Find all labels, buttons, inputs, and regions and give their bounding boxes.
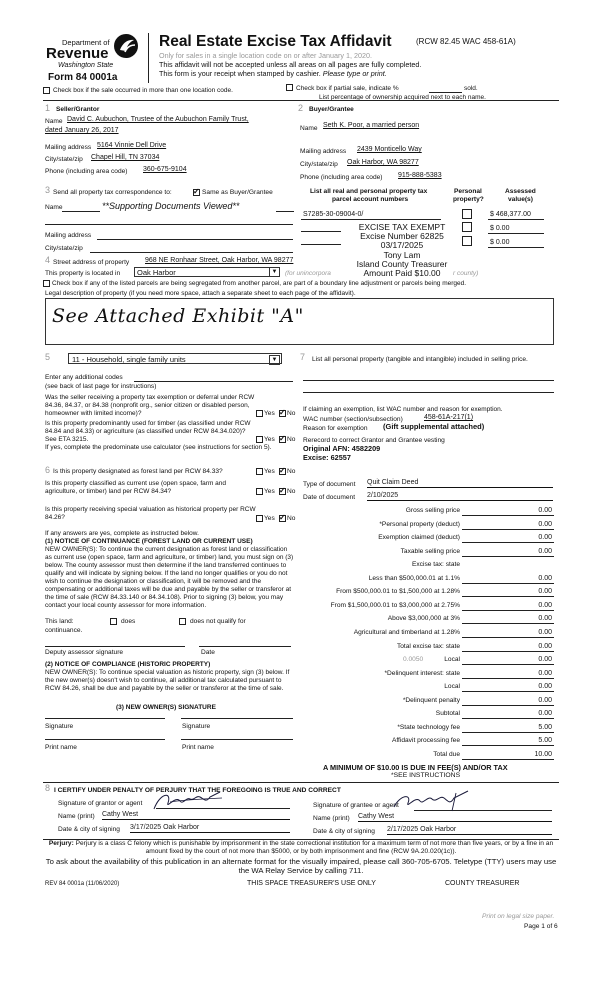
tax-row-value[interactable]: 5.00 xyxy=(538,724,552,731)
owner-signature-field-1[interactable] xyxy=(45,718,165,719)
buyer-heading: Buyer/Grantee xyxy=(309,106,354,113)
yes-label: Yes xyxy=(264,468,275,475)
tax-row-line xyxy=(462,596,554,597)
historic-question: Is this property receiving special valuation as historical property per RCW 84.26? xyxy=(45,506,256,521)
tax-row-label: *State technology fee xyxy=(397,724,460,731)
tax-row-value[interactable]: 0.00 xyxy=(538,588,552,595)
forest-yes-checkbox[interactable] xyxy=(256,468,263,475)
section-number-2: 2 xyxy=(298,103,304,113)
revision-label: REV 84 0001a (11/06/2020) xyxy=(45,881,120,887)
tax-row-line xyxy=(462,678,554,679)
legal-paper-note: Print on legal size paper. xyxy=(482,913,555,920)
yes-label: Yes xyxy=(264,410,275,417)
predominate-use-note: If yes, complete the predominate use calculator (see instructions for section 5). xyxy=(45,444,272,451)
buyer-name-field[interactable]: Seth K. Poor, a married person xyxy=(323,122,420,129)
section3-name-label: Name xyxy=(45,204,63,211)
tax-row-line xyxy=(462,583,554,584)
section8-divider xyxy=(43,782,559,783)
grantee-name-field[interactable]: Cathy West xyxy=(358,813,552,822)
tax-row-value[interactable]: 0.00 xyxy=(538,697,552,704)
deputy-signature-label: Deputy assessor signature xyxy=(45,649,124,656)
form-title: Real Estate Excise Tax Affidavit xyxy=(159,33,392,50)
section-number-3: 3 xyxy=(45,185,51,195)
personal-checkbox-1[interactable] xyxy=(462,209,472,219)
historic-yes-checkbox[interactable] xyxy=(256,515,263,522)
continuance-label: continuance. xyxy=(45,627,83,634)
continuance-body: NEW OWNER(S): To continue the current designation as forest land or classification as current use (open space, farm and agriculture, or timber) land, you must sign on (3) below. The county assessor must then determine if the land transferred continues to qualify and will indicate by signing below. If the land no longer qualifies or you do not wish to continue the designation or classification, it will be removed and the compensating or additional taxes will be due and payable by the seller or transferor at the time of sale (RCW 84.33.140 or 84.34.108). Prior to signing (3) below, you may contact your local county assessor for more information. xyxy=(45,546,294,609)
personal-header-2: property? xyxy=(453,196,484,203)
rerecord-text[interactable]: Rerecord to correct Grantor and Grantee vesting xyxy=(303,437,445,444)
treasurer-space-label: THIS SPACE TREASURER'S USE ONLY xyxy=(247,880,376,887)
tax-row-value[interactable]: 0.00 xyxy=(538,548,552,555)
grantor-date-field[interactable]: 3/17/2025 Oak Harbor xyxy=(130,824,290,833)
tax-row-value[interactable]: 0.00 xyxy=(538,710,552,717)
tax-row-line xyxy=(462,745,554,746)
local-rate: 0.0050 xyxy=(403,656,424,663)
tax-row-line xyxy=(462,651,554,652)
assessed-line-2 xyxy=(488,233,544,234)
additional-codes-label: Enter any additional codes xyxy=(45,374,123,381)
grantor-signature-label: Signature of grantor or agent xyxy=(58,800,143,807)
personal-property-field-1[interactable] xyxy=(303,380,554,381)
county-treasurer-label: COUNTY TREASURER xyxy=(445,880,520,887)
tax-row-value[interactable]: 0.00 xyxy=(538,534,552,541)
section3-name-field[interactable]: **Supporting Documents Viewed** xyxy=(102,201,240,211)
no-label: No xyxy=(287,410,296,417)
section3-name-line xyxy=(62,211,100,212)
segregated-label: Check box if any of the listed parcels are being segregated from another parcel, are part of a boundary line adjustment or parcels being merged. xyxy=(52,280,467,287)
header-divider xyxy=(148,33,149,83)
tax-row-line xyxy=(462,759,554,760)
historic-no-checkbox[interactable] xyxy=(279,515,286,522)
tax-row-label: *Delinquent penalty xyxy=(402,697,460,704)
partial-sold-label: sold. xyxy=(464,85,478,92)
perjury-notice: Perjury: Perjury is a class C felony which is punishable by imprisonment in the state correctional institution for a maximum term of not more than five years, or by a fine in an amount fixed by the court of not more than $5000, or by both imprisonment and fine (RCW 9A.20.020(1c)). xyxy=(48,840,554,855)
tax-row-line xyxy=(462,732,554,733)
seller-name-field-line2[interactable]: dated January 26, 2017 xyxy=(45,127,119,134)
timber-no-checkbox[interactable] xyxy=(279,436,286,443)
assessed-value-3[interactable]: $ 0.00 xyxy=(490,239,510,246)
exemption-no-checkbox[interactable] xyxy=(279,410,286,417)
original-afn[interactable]: Original AFN: 4582209 xyxy=(303,444,381,453)
assessed-header-2: value(s) xyxy=(508,196,533,203)
tax-row-label: Taxable selling price xyxy=(400,548,460,555)
form-number: Form 84 0001a xyxy=(48,72,118,83)
no-label: No xyxy=(287,436,296,443)
print-name-label-2: Print name xyxy=(182,744,214,751)
partial-sale-label: Check box if partial sale, indicate % xyxy=(296,85,399,92)
signature-label-1: Signature xyxy=(45,723,74,730)
wac-field[interactable]: 458-61A-217(1) xyxy=(424,414,474,421)
section3-mail-field[interactable] xyxy=(97,239,293,240)
grantee-signature-icon xyxy=(388,789,472,813)
deputy-date-field[interactable] xyxy=(199,646,291,647)
tax-row-line xyxy=(462,515,554,516)
tax-row-value[interactable]: 0.00 xyxy=(538,507,552,514)
buyer-mail-label: Mailing address xyxy=(300,148,347,155)
yes-label: Yes xyxy=(264,488,275,495)
tax-row-label: Exemption claimed (deduct) xyxy=(378,534,460,541)
buyer-name-label: Name xyxy=(300,125,318,132)
section-number-7: 7 xyxy=(300,352,306,362)
section-number-6: 6 xyxy=(45,465,51,475)
current-use-no-checkbox[interactable] xyxy=(279,488,286,495)
no-label: No xyxy=(287,515,296,522)
subtitle-complete-areas: This affidavit will not be accepted unless all areas on all pages are fully completed. xyxy=(159,60,422,69)
parcel-line-2 xyxy=(301,231,341,232)
section3-city-label: City/state/zip xyxy=(45,245,83,252)
land-use-value: 11 - Household, single family units xyxy=(72,355,186,364)
tax-row-line xyxy=(462,691,554,692)
document-type-field[interactable]: Quit Claim Deed xyxy=(367,479,553,488)
owner-print-name-field-2[interactable] xyxy=(181,739,293,740)
parcel-header-1: List all real and personal property tax xyxy=(310,188,428,195)
continuance-heading: (1) NOTICE OF CONTINUANCE (FOREST LAND OR CURRENT USE) xyxy=(45,538,253,545)
stamp-line-1: EXCISE TAX EXEMPT xyxy=(358,222,446,232)
tax-row-label: *Delinquent interest: state xyxy=(384,670,460,677)
stamp-line-4: Tony Lam xyxy=(383,249,421,260)
form-citation: (RCW 82.45 WAC 458-61A) xyxy=(416,37,516,46)
chevron-down-icon[interactable]: ▼ xyxy=(269,268,279,276)
tax-row-value[interactable]: 0.00 xyxy=(538,602,552,609)
this-land-label: This land: xyxy=(45,618,74,625)
document-type-label: Type of document xyxy=(303,481,356,488)
same-as-buyer-checkbox[interactable] xyxy=(193,189,200,196)
top-divider xyxy=(43,100,559,101)
yes-label: Yes xyxy=(264,436,275,443)
tax-row-label: Subtotal xyxy=(435,710,460,717)
section-number-8: 8 xyxy=(45,783,51,793)
tax-row-value[interactable]: 0.00 xyxy=(538,683,552,690)
seller-phone-label: Phone (including area code) xyxy=(45,168,128,175)
section-number-5: 5 xyxy=(45,352,51,362)
exemption-yes-checkbox[interactable] xyxy=(256,410,263,417)
new-owner-signature-heading: (3) NEW OWNER(S) SIGNATURE xyxy=(116,704,216,711)
buyer-mail-field[interactable]: 2439 Monticello Way xyxy=(357,146,422,153)
revenue-logo-icon xyxy=(113,33,139,59)
treasurer-stamp xyxy=(352,223,452,278)
personal-checkbox-3[interactable] xyxy=(462,236,472,246)
assessed-line-1 xyxy=(488,219,544,220)
does-qualify-checkbox[interactable] xyxy=(110,618,117,625)
assessed-header-1: Assessed xyxy=(505,188,536,195)
timber-question: Is this property predominantly used for timber (as classified under RCW 84.84 and 84.33) or agriculture (as classified under RCW 84.34.020)? See ETA 3215. xyxy=(45,420,251,443)
multi-location-checkbox[interactable] xyxy=(43,87,50,94)
partial-percent-field[interactable] xyxy=(429,92,462,93)
tax-row-value[interactable]: 0.00 xyxy=(538,670,552,677)
if-yes-note: If any answers are yes, complete as instructed below. xyxy=(45,530,199,537)
signature-label-2: Signature xyxy=(182,723,211,730)
tax-row-value[interactable]: 0.00 xyxy=(538,521,552,528)
subtitle-single-location: Only for sales in a single location code on or after January 1, 2020. xyxy=(159,51,372,60)
chevron-down-icon[interactable]: ▼ xyxy=(269,355,280,365)
exemption-claim-label: If claiming an exemption, list WAC number and reason for exemption. xyxy=(303,406,503,413)
located-label: This property is located in xyxy=(45,270,121,277)
tax-row-label: Above $3,000,000 at 3% xyxy=(387,615,460,622)
tax-row-label: Gross selling price xyxy=(405,507,460,514)
yes-label: Yes xyxy=(264,515,275,522)
same-as-buyer-label: Same as Buyer/Grantee xyxy=(202,189,273,196)
see-instructions-note: *SEE INSTRUCTIONS xyxy=(391,772,461,779)
stamp-line-3: 03/17/2025 xyxy=(380,240,424,251)
stamp-line-5: Island County Treasurer xyxy=(356,258,448,269)
does-label: does xyxy=(121,618,136,625)
section-number-4: 4 xyxy=(45,255,51,265)
owner-signature-field-2[interactable] xyxy=(181,718,293,719)
multi-location-label: Check box if the sale occurred in more than one location code. xyxy=(53,87,233,94)
section3-name-tail xyxy=(276,211,294,212)
document-date-label: Date of document xyxy=(303,494,356,501)
seller-mail-field[interactable]: 5164 Vinnie Dell Drive xyxy=(97,142,167,149)
historic-heading: (2) NOTICE OF COMPLIANCE (HISTORIC PROPERTY) xyxy=(45,661,211,668)
forest-no-checkbox[interactable] xyxy=(279,468,286,475)
grantor-signature-icon xyxy=(150,789,230,813)
partial-sale-checkbox[interactable] xyxy=(286,84,293,91)
reason-field[interactable]: (Gift supplemental attached) xyxy=(383,422,485,431)
location-code-dropdown[interactable] xyxy=(134,267,280,277)
seller-phone-field[interactable]: 360-675-9104 xyxy=(143,166,187,173)
grantee-name-label: Name (print) xyxy=(313,815,350,822)
tax-row-line xyxy=(462,664,554,665)
section3-mail-label: Mailing address xyxy=(45,232,92,239)
print-name-label-1: Print name xyxy=(45,744,77,751)
current-use-yes-checkbox[interactable] xyxy=(256,488,263,495)
seller-city-field[interactable]: Chapel Hill, TN 37034 xyxy=(91,154,160,161)
exemption-question: Was the seller receiving a property tax exemption or deferral under RCW 84.36, 84.37, or 84.38 (nonprofit org., senior citizen or disabled person, homeowner with limited income)? xyxy=(45,394,255,417)
see-back-note: (see back of last page for instructions) xyxy=(45,383,157,390)
assessed-value-2[interactable]: $ 0.00 xyxy=(490,225,510,232)
buyer-city-field[interactable]: Oak Harbor, WA 98277 xyxy=(347,159,419,166)
tax-row-label: Excise tax: state xyxy=(411,561,460,568)
no-label: No xyxy=(287,488,296,495)
document-date-field[interactable]: 2/10/2025 xyxy=(367,492,553,501)
timber-yes-checkbox[interactable] xyxy=(256,436,263,443)
seller-name-label: Name xyxy=(45,118,63,125)
tax-row-label: Less than $500,000.01 at 1.1% xyxy=(368,575,460,582)
state-label: Washington State xyxy=(58,62,114,69)
parcel-number-1[interactable]: S7285-30-09004-0/ xyxy=(303,211,364,218)
tax-row-label: Local xyxy=(444,656,460,663)
additional-codes-field[interactable] xyxy=(134,381,293,382)
grantor-name-field[interactable]: Cathy West xyxy=(102,811,290,820)
buyer-city-label: City/state/zip xyxy=(300,161,338,168)
stamp-line-6: Amount Paid $10.00 xyxy=(363,268,441,279)
seller-name-field[interactable]: David C. Aubuchon, Trustee of the Aubuchon Family Trust, xyxy=(67,116,249,123)
tax-row-value[interactable]: 0.00 xyxy=(538,656,552,663)
street-label: Street address of property xyxy=(53,259,130,266)
excise-number[interactable]: Excise: 62557 xyxy=(303,453,351,462)
grantee-date-label: Date & city of signing xyxy=(313,828,375,835)
stamp-line-2: Excise Number 62825 xyxy=(360,231,444,242)
segregated-checkbox[interactable] xyxy=(43,280,50,287)
seller-heading: Seller/Grantor xyxy=(56,106,100,113)
tax-row-value[interactable]: 0.00 xyxy=(538,643,552,650)
personal-property-field-2[interactable] xyxy=(303,392,554,393)
tax-row-label: Local xyxy=(444,683,460,690)
tax-row-label: Agricultural and timberland at 1.28% xyxy=(353,629,460,636)
historic-body: NEW OWNER(S): To continue special valuation as historic property, sign (3) below. If the new owner(s) doesn't wish to continue, all additional tax calculated pursuant to RCW 84.26, shall be due and payable by the seller or transferor at the time of sale. xyxy=(45,669,290,692)
assessed-line-3 xyxy=(488,247,544,248)
seller-city-label: City/state/zip xyxy=(45,156,83,163)
alternate-format-notice: To ask about the availability of this publication in an alternate format for the visually impaired, please call 360-705-6705. Teletype (TTY) users may use the WA Relay Service by calling 711. xyxy=(45,857,557,875)
forest-land-question: Is this property designated as forest land per RCW 84.33? xyxy=(53,468,223,475)
tax-row-label: Total excise tax: state xyxy=(396,643,460,650)
tax-row-value[interactable]: 0.00 xyxy=(538,629,552,636)
dept-label: Department of xyxy=(62,38,110,47)
correspondence-label: Send all property tax correspondence to: xyxy=(53,189,172,196)
grantee-signature-label: Signature of grantee or agent xyxy=(313,802,399,809)
personal-header-1: Personal xyxy=(454,188,482,195)
personal-property-label: List all personal property (tangible and intangible) included in selling price. xyxy=(312,356,528,363)
tax-row-label: From $1,500,000.01 to $3,000,000 at 2.75% xyxy=(330,602,460,609)
parcel-line-1 xyxy=(301,219,441,220)
deputy-date-label: Date xyxy=(201,649,215,656)
current-use-question: Is this property classified as current use (open space, farm and agriculture, or timber) land per RCW 84.34? xyxy=(45,480,227,495)
land-use-dropdown[interactable] xyxy=(68,353,282,364)
does-not-qualify-checkbox[interactable] xyxy=(179,618,186,625)
agency-name: Revenue xyxy=(46,45,109,62)
tax-row-line xyxy=(462,529,554,530)
reason-label: Reason for exemption xyxy=(303,425,368,432)
minimum-due-note: A MINIMUM OF $10.00 IS DUE IN FEE(S) AND/OR TAX xyxy=(323,763,508,772)
unincorporated-note-2: r county) xyxy=(453,270,479,277)
tax-row-label: *Personal property (deduct) xyxy=(379,521,460,528)
tax-row-value[interactable]: 5.00 xyxy=(538,737,552,744)
tax-row-label: From $500,000.01 to $1,500,000 at 1.28% xyxy=(336,588,460,595)
tax-row-line xyxy=(462,556,554,557)
tax-row-line xyxy=(462,705,554,706)
buyer-phone-label: Phone (including area code) xyxy=(300,174,383,181)
location-code-value: Oak Harbor xyxy=(137,268,176,277)
percent-note: List percentage of ownership acquired next to each name. xyxy=(319,94,486,101)
personal-checkbox-2[interactable] xyxy=(462,222,472,232)
tax-row-value[interactable]: 0.00 xyxy=(538,615,552,622)
tax-row-line xyxy=(462,610,554,611)
parcel-line-3 xyxy=(301,244,341,245)
tax-row-label: Affidavit processing fee xyxy=(391,737,460,744)
parcel-header-2: parcel account numbers xyxy=(332,196,409,203)
tax-row-value[interactable]: 10.00 xyxy=(534,751,552,758)
certify-statement: I CERTIFY UNDER PENALTY OF PERJURY THAT THE FOREGOING IS TRUE AND CORRECT xyxy=(54,787,341,794)
tax-row-line xyxy=(462,623,554,624)
section3-city-field[interactable] xyxy=(90,252,293,253)
subtitle-receipt: This form is your receipt when stamped by cashier. Please type or print. xyxy=(159,69,387,78)
grantor-name-label: Name (print) xyxy=(58,813,95,820)
tax-row-value[interactable]: 0.00 xyxy=(538,575,552,582)
tax-row-line xyxy=(462,637,554,638)
street-field[interactable]: 968 NE Ronhaar Street, Oak Harbor, WA 98277 xyxy=(145,257,294,264)
legal-description-label: Legal description of property (if you need more space, attach a separate sheet to each page of the affidavit). xyxy=(45,290,356,297)
legal-description-value: See Attached Exhibit "A" xyxy=(52,305,304,327)
page-number: Page 1 of 6 xyxy=(524,923,558,930)
buyer-phone-field[interactable]: 915-888-5383 xyxy=(398,172,442,179)
tax-row-label: Total due xyxy=(433,751,460,758)
section-number-1: 1 xyxy=(45,103,51,113)
no-label: No xyxy=(287,468,296,475)
assessed-value-1[interactable]: $ 468,377.00 xyxy=(490,211,531,218)
grantee-date-field[interactable]: 2/17/2025 Oak Harbor xyxy=(387,826,552,835)
seller-mail-label: Mailing address xyxy=(45,144,92,151)
grantor-date-label: Date & city of signing xyxy=(58,826,120,833)
wac-label: WAC number (section/subsection) xyxy=(303,416,403,423)
section3-blank-line xyxy=(45,224,293,225)
tax-row-line xyxy=(462,542,554,543)
deputy-signature-field[interactable] xyxy=(45,646,185,647)
does-not-label: does not qualify for xyxy=(190,618,246,625)
tax-row-line xyxy=(462,718,554,719)
legal-description-field[interactable] xyxy=(45,298,554,345)
owner-print-name-field-1[interactable] xyxy=(45,739,165,740)
unincorporated-note: (for unincorpora xyxy=(285,270,331,277)
